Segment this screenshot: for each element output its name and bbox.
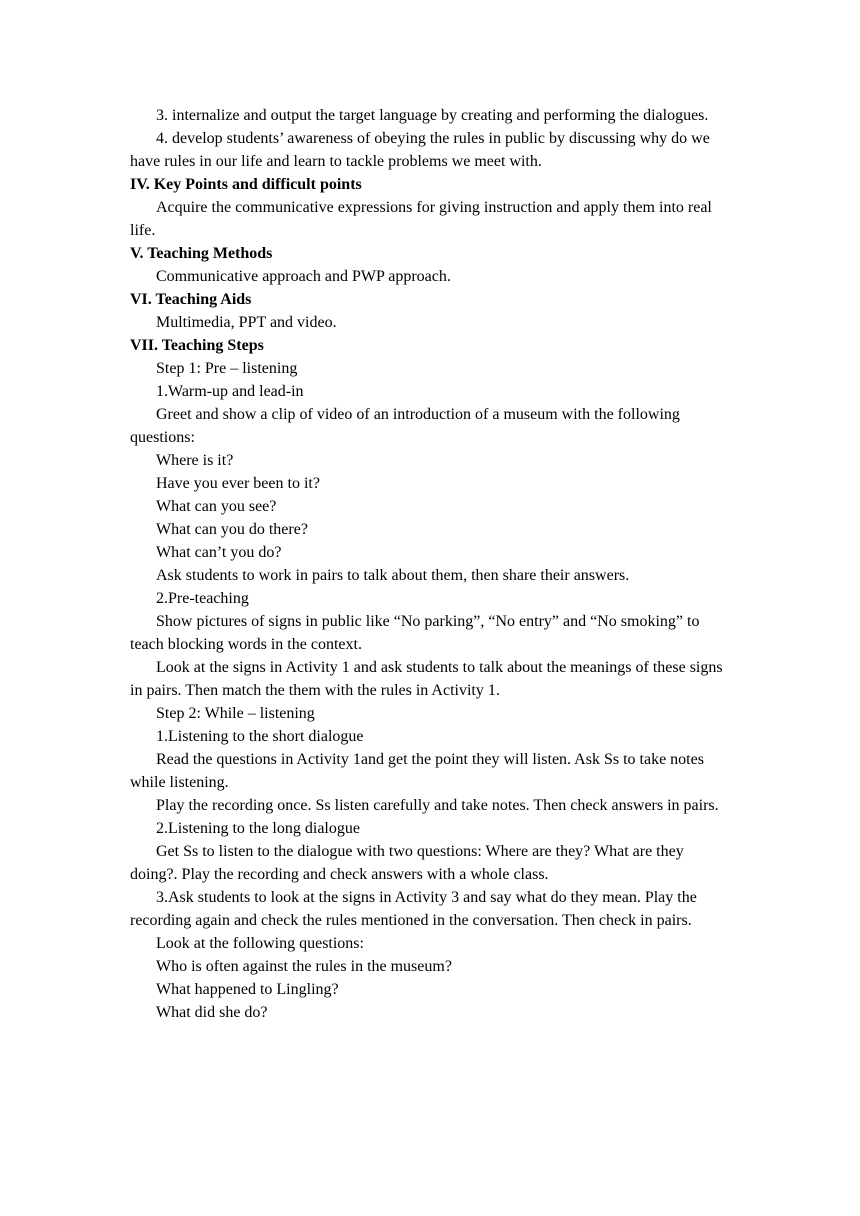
step-1-title: Step 1: Pre – listening (156, 360, 298, 377)
look-questions-text: Look at the following questions: (156, 935, 364, 952)
short-dialogue-title: 1.Listening to the short dialogue (156, 728, 364, 745)
followup-question-1: Who is often against the rules in the museum? (156, 958, 452, 975)
preteaching-title: 2.Pre-teaching (156, 590, 249, 607)
section-heading-methods: V. Teaching Methods (130, 245, 273, 262)
document-page (130, 104, 730, 1024)
objective-3: 3. internalize and output the target language by creating and performing the dialogues. (156, 107, 709, 124)
long-dialogue-text: Get Ss to listen to the dialogue with two questions: Where are they? What are they doing?. Play the recording and check answers with a whole class. (130, 843, 684, 883)
preteaching-text-2: Look at the signs in Activity 1 and ask students to talk about the meanings of these signs in pairs. Then match the them with the rules in Activity 1. (130, 659, 723, 699)
followup-question-2: What happened to Lingling? (156, 981, 339, 998)
warmup-text: Greet and show a clip of video of an introduction of a museum with the following questions: (130, 406, 680, 446)
warmup-question-2: Have you ever been to it? (156, 475, 320, 492)
short-dialogue-text-2: Play the recording once. Ss listen carefully and take notes. Then check answers in pairs. (156, 797, 719, 814)
aids-text: Multimedia, PPT and video. (156, 314, 337, 331)
section-heading-aids: VI. Teaching Aids (130, 291, 252, 308)
pairs-text: Ask students to work in pairs to talk about them, then share their answers. (156, 567, 630, 584)
long-dialogue-title: 2.Listening to the long dialogue (156, 820, 360, 837)
step-2-title: Step 2: While – listening (156, 705, 315, 722)
signs-activity-text: 3.Ask students to look at the signs in Activity 3 and say what do they mean. Play the recording again and check the rules mentioned in the conversation. Then check in pairs. (130, 889, 697, 929)
short-dialogue-text-1: Read the questions in Activity 1and get the point they will listen. Ask Ss to take notes while listening. (130, 751, 704, 791)
warmup-question-3: What can you see? (156, 498, 277, 515)
warmup-question-5: What can’t you do? (156, 544, 282, 561)
warmup-question-1: Where is it? (156, 452, 234, 469)
methods-text: Communicative approach and PWP approach. (156, 268, 451, 285)
section-heading-key-points: IV. Key Points and difficult points (130, 176, 362, 193)
section-heading-steps: VII. Teaching Steps (130, 337, 264, 354)
preteaching-text-1: Show pictures of signs in public like “No parking”, “No entry” and “No smoking” to teach blocking words in the context. (130, 613, 700, 653)
objective-4: 4. develop students’ awareness of obeying the rules in public by discussing why do we have rules in our life and learn to tackle problems we meet with. (130, 130, 710, 170)
followup-question-3: What did she do? (156, 1004, 268, 1021)
key-points-text: Acquire the communicative expressions for giving instruction and apply them into real life. (130, 199, 712, 239)
warmup-question-4: What can you do there? (156, 521, 308, 538)
warmup-title: 1.Warm-up and lead-in (156, 383, 304, 400)
